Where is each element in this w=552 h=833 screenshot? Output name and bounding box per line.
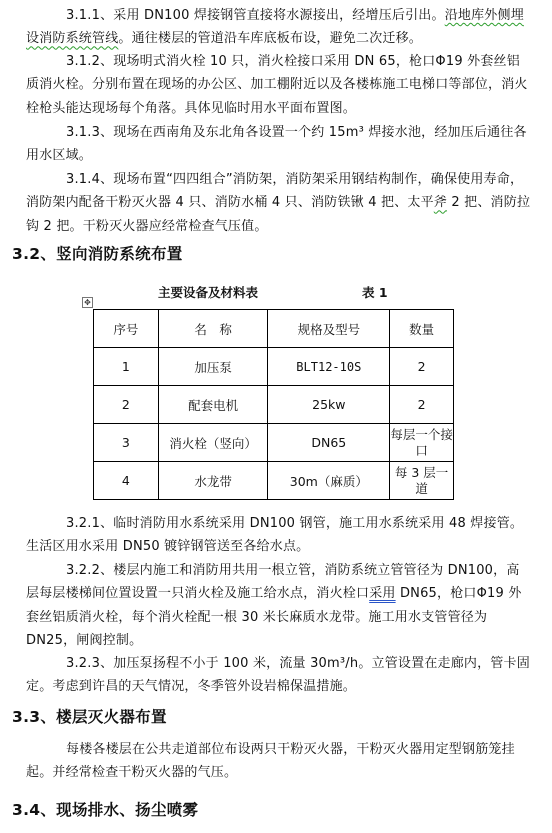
paragraph-3-1-4-text-end: 2 把、消防拉钩 2 把。干粉灭火器应经常检查气压值。 [26, 195, 531, 234]
paragraph-3-2-2-text-end: DN65，枪口Φ19 外套丝铝质消火栓，每个消火栓配一根 30 米长麻质水龙带。施工用水支管管径为 DN25，闸阀控制。 [26, 586, 522, 649]
table-cell: 4 [94, 462, 159, 500]
paragraph-3-2-2-text: 3.2.2、楼层内施工和消防用共用一根立管，消防系统立管管径为 DN100，高层每层楼梯间位置设置一只消火栓及施工给水点，消火栓口 [26, 563, 520, 602]
table-cell: 30m（麻质） [268, 462, 390, 500]
paragraph-3-2-1: 3.2.1、临时消防用水系统采用 DN100 钢管，施工用水系统采用 48 焊接管。生活区用水采用 DN50 镀锌钢管送至各给水点。 [26, 516, 524, 555]
table-header-cell: 数量 [390, 310, 454, 348]
paragraph-3-1-1-text: 3.1.1、采用 DN100 焊接钢管直接将水源接出，经增压后引出。 [66, 8, 445, 23]
table-cell: 每 3 层一道 [390, 462, 454, 500]
paragraph-3-2-3: 3.2.3、加压泵扬程不小于 100 米，流量 30m³/h。立管设置在走廊内，管卡固定。考虑到许昌的天气情况，冬季管外设岩棉保温措施。 [26, 656, 530, 695]
table-cell: 1 [94, 348, 159, 386]
table-cell: 2 [390, 348, 454, 386]
paragraph-3-1-1-text-end: 。通往楼层的管道沿车库底板布设，避免二次迁移。 [118, 31, 423, 47]
table-cell: BLT12-10S [268, 348, 390, 386]
table-header-row [94, 310, 454, 348]
section-heading-3-4: 3.4、现场排水、扬尘喷雾 [12, 801, 199, 819]
paragraph-3-1-2: 3.1.2、现场明式消火栓 10 只，消火栓接口采用 DN 65，枪口Φ19 外套丝铝质消火栓。分别布置在现场的办公区、加工棚附近以及各楼栋施工电梯口等部位，消火栓枪头能达现场每个角落。具体见临时用水平面布置图。 [26, 54, 528, 116]
table-cell: 25kw [268, 386, 390, 424]
table-cell: 消火栓（竖向） [158, 424, 268, 462]
paragraph-3-1-4 [26, 168, 532, 238]
grammar-underline-text: 斧 [433, 195, 448, 211]
table-cell: 水龙带 [158, 462, 268, 500]
equipment-table [93, 309, 454, 500]
table-cell: 加压泵 [158, 348, 268, 386]
table-number: 表 1 [362, 285, 388, 300]
table-header-cell: 序号 [94, 310, 159, 348]
paragraph-3-3: 每楼各楼层在公共走道部位布设两只干粉灭火器，干粉灭火器用定型钢筋笼挂起。并经常检查干粉灭火器的气压。 [26, 742, 515, 781]
table-move-handle-icon[interactable]: ✥ [82, 297, 93, 308]
table-row [94, 386, 454, 424]
table-cell: 2 [94, 386, 159, 424]
table-header-cell: 名 称 [158, 310, 268, 348]
table-cell: 2 [390, 386, 454, 424]
table-cell: 每层一个接口 [390, 424, 454, 462]
paragraph-3-1-1 [26, 4, 532, 51]
section-heading-3-2: 3.2、竖向消防系统布置 [12, 245, 183, 263]
table-row [94, 462, 454, 500]
paragraph-3-1-3: 3.1.3、现场在西南角及东北角各设置一个约 15m³ 焊接水池，经加压后通往各用水区域。 [26, 125, 527, 164]
table-cell: 配套电机 [158, 386, 268, 424]
table-row [94, 348, 454, 386]
grammar-underline-text: 沿地库外侧埋设消防系统管线 [26, 8, 524, 47]
table-caption: 主要设备及材料表 [158, 285, 259, 300]
section-heading-3-3: 3.3、楼层灭火器布置 [12, 708, 167, 726]
table-cell: 3 [94, 424, 159, 462]
table-cell: DN65 [268, 424, 390, 462]
table-header-cell: 规格及型号 [268, 310, 390, 348]
grammar-underline-text: 采用 [369, 586, 396, 602]
table-row [94, 424, 454, 462]
paragraph-3-2-2 [26, 559, 532, 653]
paragraph-3-1-4-text: 3.1.4、现场布置“四四组合”消防架，消防架采用钢结构制作，确保使用寿命，消防架内配备干粉灭火器 4 只、消防水桶 4 只、消防铁锹 4 把、太平 [26, 172, 524, 211]
